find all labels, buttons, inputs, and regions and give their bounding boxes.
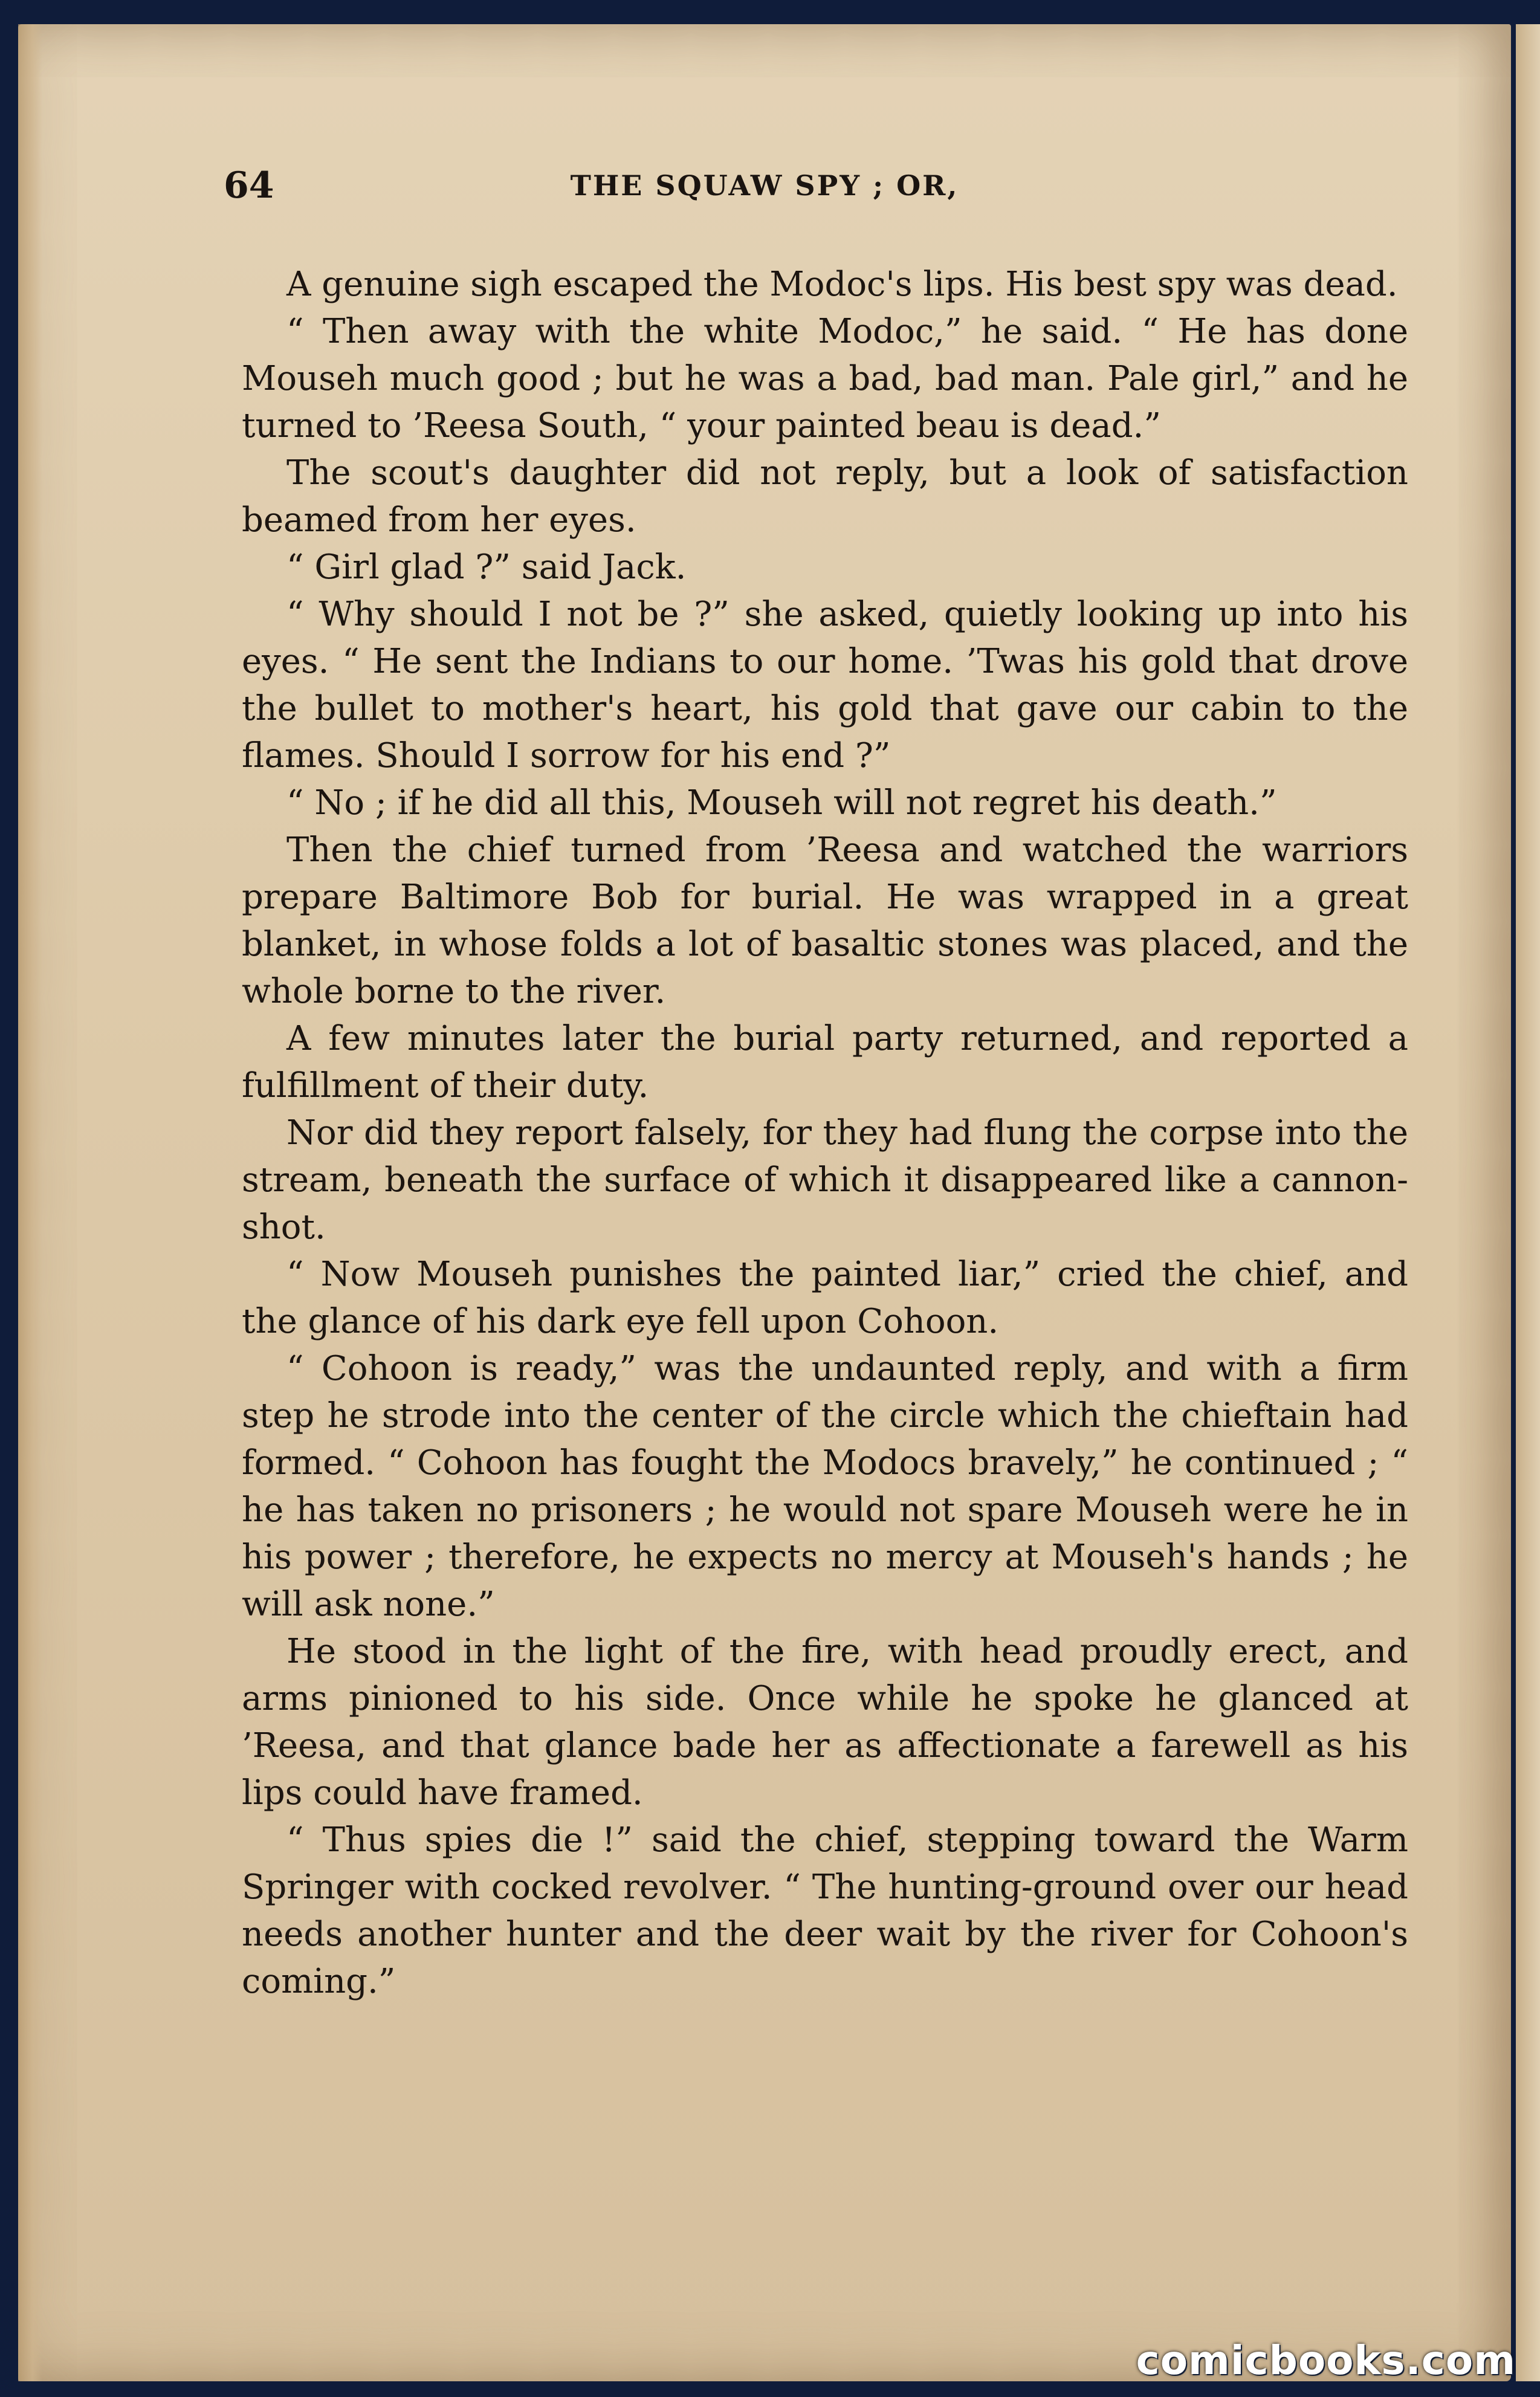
book-page [18,24,1511,2381]
page-header [18,164,1511,213]
watermark: comicbooks.com [1136,2337,1516,2384]
paragraph: “ No ; if he did all this, Mouseh will not regret his death.” [286,783,1277,823]
paragraph: “ Thus spies die !” said the chief, stepping toward the Warm Springer with cocked revolver. “ The hunting-ground over our head needs another hunter and the deer wait by the river for Cohoon's coming.” [242,1820,1408,2001]
paragraph: “ Why should I not be ?” she asked, quietly looking up into his eyes. “ He sent the Indians to our home. ’Twas his gold that drove the bullet to mother's heart, his gold that gave our cabin to the flames. Should I sorrow for his end ?” [242,595,1408,775]
paragraph: Nor did they report falsely, for they had flung the corpse into the stream, beneath the surface of which it disappeared like a cannon-shot. [242,1113,1408,1247]
adjacent-page-edge [1516,24,1540,2381]
paragraph: A few minutes later the burial party returned, and reported a fulfillment of their duty. [242,1019,1408,1105]
running-title: THE SQUAW SPY ; OR, [570,169,959,202]
page-number: 64 [224,164,274,207]
paragraph: “ Then away with the white Modoc,” he said. “ He has done Mouseh much good ; but he was a bad, bad man. Pale girl,” and he turned to ’Reesa South, “ your painted beau is dead.” [242,312,1408,445]
paragraph: Then the chief turned from ’Reesa and watched the warriors prepare Baltimore Bob for burial. He was wrapped in a great blanket, in whose folds a lot of basaltic stones was placed, and the whole borne to the river. [242,830,1408,1011]
paragraph: The scout's daughter did not reply, but a look of satisfaction beamed from her eyes. [242,453,1408,540]
paragraph: He stood in the light of the fire, with head proudly erect, and arms pinioned to his side. Once while he spoke he glanced at ’Reesa, and that glance bade her as affectionate a farewell as his lips could have framed. [242,1632,1408,1813]
paragraph: “ Cohoon is ready,” was the undaunted reply, and with a firm step he strode into the center of the circle which the chieftain had formed. “ Cohoon has fought the Modocs bravely,” he continued ; “ he has taken no prisoners ; he would not spare Mouseh were he in his power ; therefore, he expects no mercy at Mouseh's hands ; he will ask none.” [242,1349,1408,1624]
paragraph: “ Girl glad ?” said Jack. [286,548,687,587]
paragraph: A genuine sigh escaped the Modoc's lips. His best spy was dead. [286,265,1398,304]
body-text [242,261,1408,2005]
paragraph: “ Now Mouseh punishes the painted liar,” cried the chief, and the glance of his dark eye fell upon Cohoon. [242,1255,1408,1341]
